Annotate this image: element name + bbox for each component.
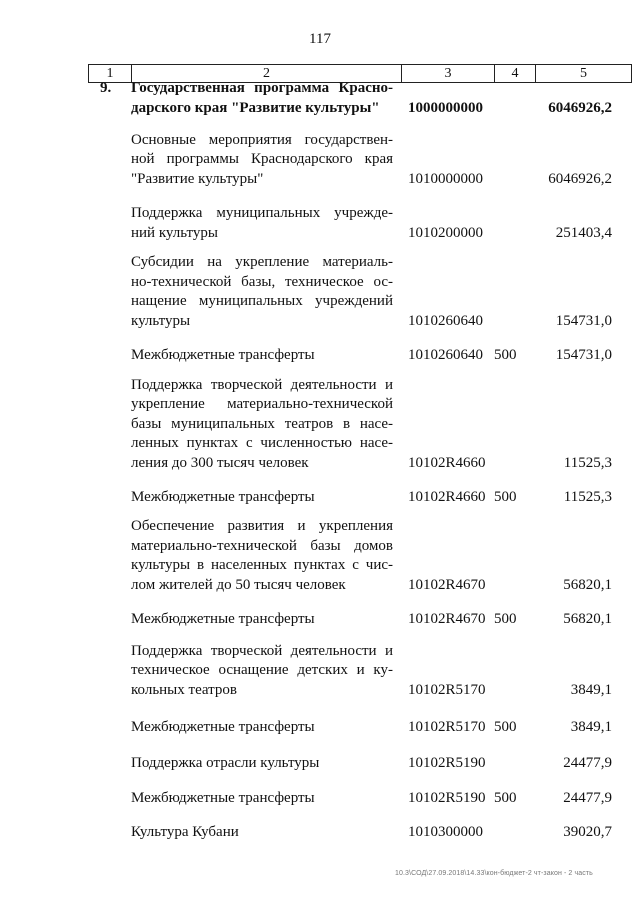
table-row: [0, 610, 640, 630]
row-amount: 3849,1: [570, 718, 612, 735]
row-target-code: 10102R5170: [408, 718, 486, 735]
row-name-line: Субсидии на укрепление материаль-: [131, 254, 393, 270]
row-name-line: "Развитие культуры": [131, 170, 264, 187]
row-name: [131, 823, 393, 843]
row-amount: 251403,4: [555, 224, 612, 241]
row-amount: 154731,0: [555, 346, 612, 363]
row-target-code: 1010200000: [408, 224, 483, 241]
row-target-code: 10102R4670: [408, 610, 486, 627]
column-header-4: 4: [495, 65, 536, 83]
row-name-line: но-технической базы, техническое ос-: [131, 273, 393, 290]
column-header-5: 5: [536, 65, 632, 83]
row-name-line: Межбюджетные трансферты: [131, 346, 315, 363]
row-name-line: техническое оснащение детских и ку-: [131, 662, 393, 678]
row-expense-type: 500: [494, 610, 517, 627]
row-name-line: укрепление материально-технической: [131, 396, 393, 412]
row-name-line: Обеспечение развития и укрепления: [131, 518, 393, 534]
table-row: [0, 376, 640, 474]
row-name-line: культуры: [131, 312, 191, 329]
row-name-line: культуры в населенных пунктах с чис-: [131, 557, 393, 573]
row-name-line: лом жителей до 50 тысяч человек: [131, 576, 346, 593]
table-row: [0, 131, 640, 190]
row-name-line: Поддержка творческой деятельности и: [131, 376, 393, 393]
row-name: [131, 610, 393, 630]
table-row: [0, 79, 640, 118]
page-number: 117: [309, 31, 331, 47]
table-row: [0, 346, 640, 366]
row-name-line: нащение муниципальных учреждений: [131, 293, 393, 309]
row-target-code: 1000000000: [408, 99, 483, 116]
row-name-line: ленных пунктах с численностью насе-: [131, 435, 393, 451]
footer-file-reference: 10.3\СОД\27.09.2018\14.33\кон-бюджет-2 чт-закон - 2 часть: [395, 870, 593, 877]
table-row: [0, 754, 640, 774]
row-name: [131, 642, 393, 701]
column-header-2: 2: [132, 65, 402, 83]
row-amount: 24477,9: [563, 754, 612, 771]
row-target-code: 10102R5170: [408, 681, 486, 698]
row-name: [131, 204, 393, 243]
row-target-code: 10102R5190: [408, 789, 486, 806]
row-name-line: материально-технической базы домов: [131, 537, 393, 554]
row-target-code: 10102R4660: [408, 488, 486, 505]
row-name-line: Межбюджетные трансферты: [131, 488, 315, 505]
row-name: [131, 517, 393, 595]
row-expense-type: 500: [494, 346, 517, 363]
table-row: [0, 789, 640, 809]
row-amount: 6046926,2: [548, 99, 612, 116]
row-amount: 56820,1: [563, 576, 612, 593]
row-amount: 6046926,2: [548, 170, 612, 187]
row-expense-type: 500: [494, 488, 517, 505]
row-amount: 39020,7: [563, 823, 612, 840]
row-name: [131, 789, 393, 809]
row-target-code: 1010300000: [408, 823, 483, 840]
row-target-code: 1010260640: [408, 312, 483, 329]
row-amount: 56820,1: [563, 610, 612, 627]
row-name-line: Межбюджетные трансферты: [131, 789, 315, 806]
table-row: [0, 488, 640, 508]
row-name: [131, 346, 393, 366]
row-name: [131, 754, 393, 774]
row-name: [131, 131, 393, 190]
row-name: [131, 718, 393, 738]
row-name-line: Межбюджетные трансферты: [131, 718, 315, 735]
row-name-line: дарского края "Развитие культуры": [131, 99, 380, 116]
row-name-line: Поддержка отрасли культуры: [131, 754, 320, 771]
row-name-line: Государственная программа Красно-: [131, 80, 393, 96]
row-name-line: базы муниципальных театров в насе-: [131, 415, 393, 432]
table-row: [0, 204, 640, 243]
row-name: [131, 253, 393, 331]
row-name-line: Поддержка творческой деятельности и: [131, 642, 393, 659]
row-expense-type: 500: [494, 718, 517, 735]
table-row: [0, 253, 640, 331]
row-name-line: ний культуры: [131, 224, 218, 241]
row-name-line: ной программы Краснодарского края: [131, 151, 393, 167]
table-row: [0, 642, 640, 701]
row-amount: 3849,1: [570, 681, 612, 698]
row-name: [131, 376, 393, 474]
row-target-code: 1010000000: [408, 170, 483, 187]
row-name: [131, 79, 393, 118]
row-amount: 11525,3: [563, 454, 612, 471]
column-header-1: 1: [89, 65, 132, 83]
row-name-line: кольных театров: [131, 681, 237, 698]
row-amount: 24477,9: [563, 789, 612, 806]
row-target-code: 10102R4660: [408, 454, 486, 471]
row-target-code: 1010260640: [408, 346, 483, 363]
row-number: 9.: [100, 80, 112, 96]
row-name-line: Межбюджетные трансферты: [131, 610, 315, 627]
table-row: [0, 718, 640, 738]
row-name-line: ления до 300 тысяч человек: [131, 454, 309, 471]
row-name-line: Поддержка муниципальных учрежде-: [131, 205, 393, 221]
table-row: [0, 517, 640, 595]
column-header-3: 3: [402, 65, 495, 83]
row-name-line: Основные мероприятия государствен-: [131, 131, 393, 148]
row-target-code: 10102R4670: [408, 576, 486, 593]
row-amount: 11525,3: [563, 488, 612, 505]
row-amount: 154731,0: [555, 312, 612, 329]
row-expense-type: 500: [494, 789, 517, 806]
row-target-code: 10102R5190: [408, 754, 486, 771]
table-row: [0, 823, 640, 843]
row-name-line: Культура Кубани: [131, 823, 239, 840]
row-name: [131, 488, 393, 508]
